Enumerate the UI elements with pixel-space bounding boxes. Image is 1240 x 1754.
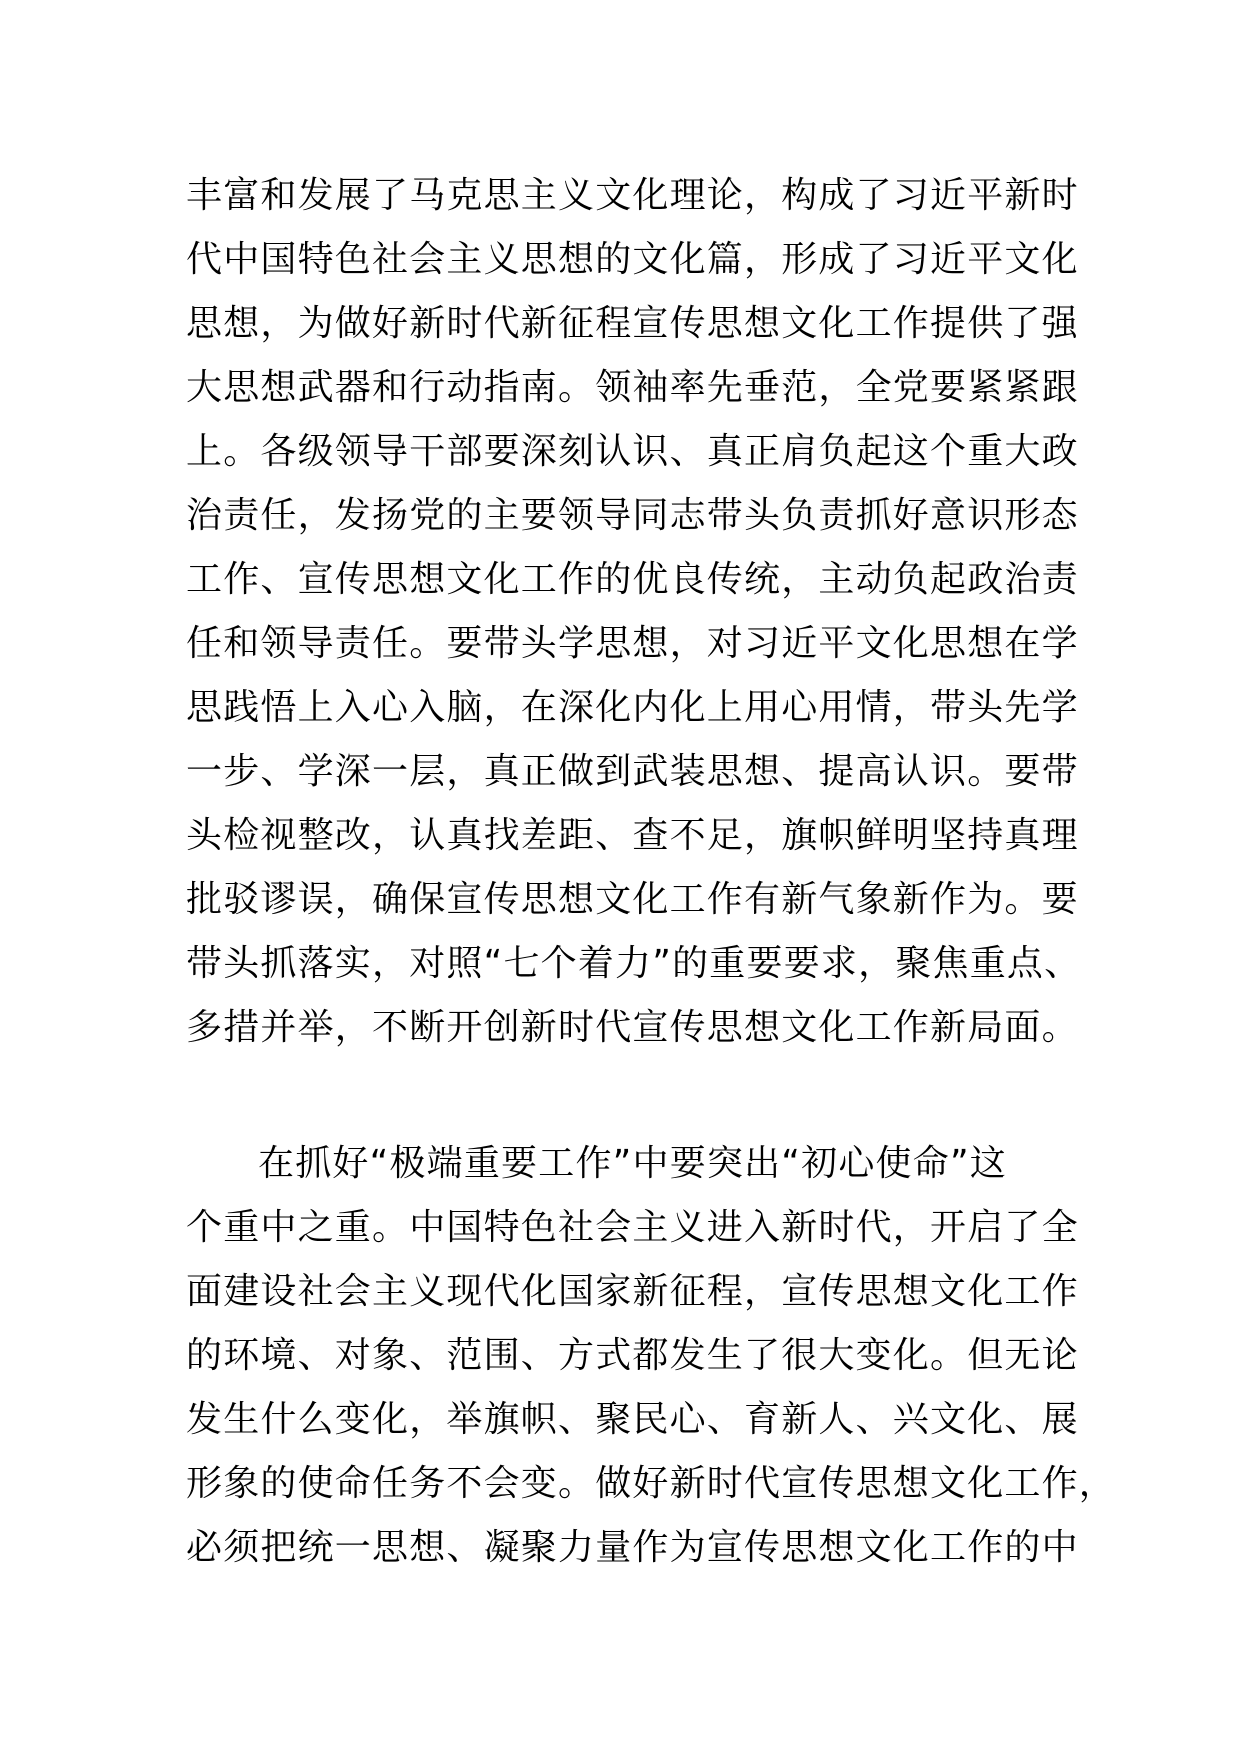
- paragraph-2-line-7: 必须把统一思想、凝聚力量作为宣传思想文化工作的中: [186, 1527, 1079, 1568]
- paragraph-1-line-2: 代中国特色社会主义思想的文化篇，形成了习近平文化: [186, 239, 1079, 280]
- paragraph-1-line-9: 思践悟上入心入脑，在深化内化上用心用情，带头先学: [186, 687, 1079, 728]
- paragraph-1-line-6: 治责任，发扬党的主要领导同志带头负责抓好意识形态: [186, 495, 1079, 536]
- paragraph-1-line-5: 上。各级领导干部要深刻认识、真正肩负起这个重大政: [186, 431, 1079, 472]
- paragraph-1-line-4: 大思想武器和行动指南。领袖率先垂范，全党要紧紧跟: [186, 367, 1079, 408]
- paragraph-1-line-7: 工作、宣传思想文化工作的优良传统，主动负起政治责: [186, 559, 1079, 600]
- paragraph-1-line-14: 多措并举，不断开创新时代宣传思想文化工作新局面。: [186, 1007, 1079, 1048]
- paragraph-1-line-3: 思想，为做好新时代新征程宣传思想文化工作提供了强: [186, 303, 1079, 344]
- paragraph-2-line-5: 发生什么变化，举旗帜、聚民心、育新人、兴文化、展: [186, 1399, 1079, 1440]
- paragraph-1-line-10: 一步、学深一层，真正做到武装思想、提高认识。要带: [186, 751, 1079, 792]
- paragraph-2-line-3: 面建设社会主义现代化国家新征程，宣传思想文化工作: [186, 1271, 1079, 1312]
- paragraph-2-line-2: 个重中之重。中国特色社会主义进入新时代，开启了全: [186, 1207, 1079, 1248]
- paragraph-2-line-4: 的环境、对象、范围、方式都发生了很大变化。但无论: [186, 1335, 1079, 1376]
- paragraph-1-line-11: 头检视整改，认真找差距、查不足，旗帜鲜明坚持真理: [186, 815, 1079, 856]
- paragraph-2-line-1: 在抓好“极端重要工作”中要突出“初心使命”这: [258, 1143, 1008, 1184]
- paragraph-1-line-1: 丰富和发展了马克思主义文化理论，构成了习近平新时: [186, 175, 1079, 216]
- paragraph-1-line-8: 任和领导责任。要带头学思想，对习近平文化思想在学: [186, 623, 1079, 664]
- paragraph-2-line-6: 形象的使命任务不会变。做好新时代宣传思想文化工作，: [186, 1463, 1117, 1504]
- paragraph-1-line-13: 带头抓落实，对照“七个着力”的重要要求，聚焦重点、: [186, 943, 1082, 984]
- paragraph-1-line-12: 批驳谬误，确保宣传思想文化工作有新气象新作为。要: [186, 879, 1079, 920]
